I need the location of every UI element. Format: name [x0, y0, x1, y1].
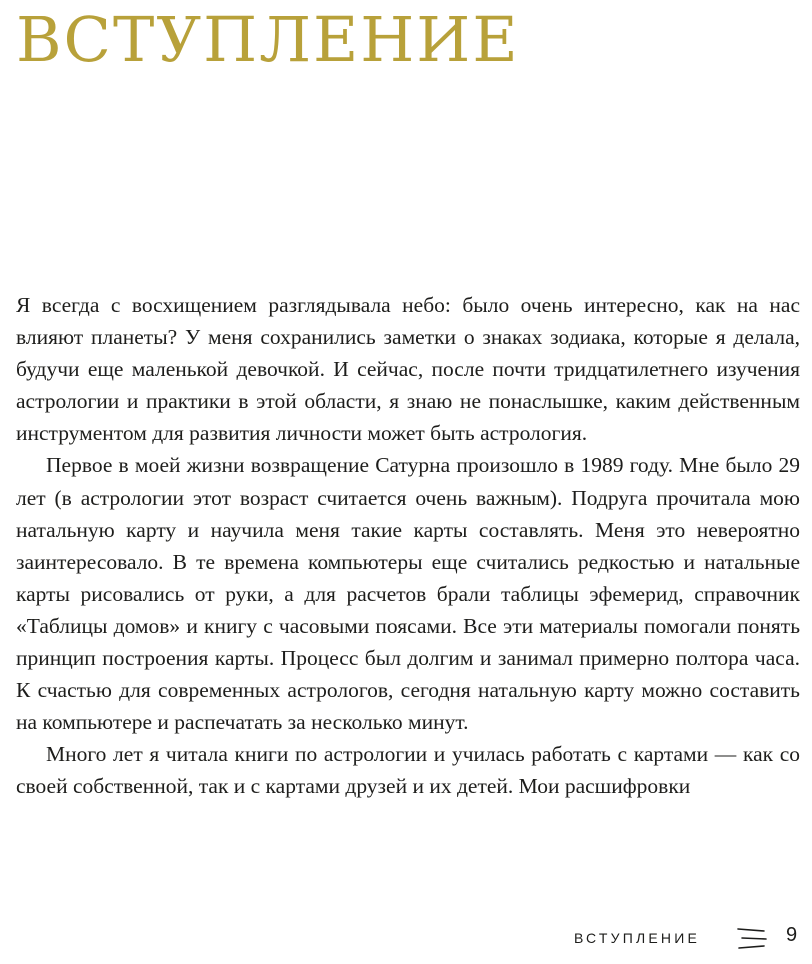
paragraph-2: Первое в моей жизни возвращение Сатурна произошло в 1989 году. Мне было 29 лет (в астрологии этот возраст считается очень важным). Подруга прочитала мою натальную карту и научила меня такие карты составлять. Меня это невероятно заинтересовало. В те времена компьютеры еще считались редкостью и натальные карты рисовались от руки, а для расчетов брали таблицы эфемерид, справочник «Таблицы домов» и книгу с часовыми поясами. Все эти материалы помогали понять принцип построения карты. Процесс был долгим и занимал примерно полтора часа. К счастью для современных астрологов, сегодня натальную карту можно составить на компьютере и распечатать за несколько минут.	[16, 453, 800, 735]
page-footer	[0, 920, 812, 960]
body-text	[16, 289, 800, 803]
paragraph-1: Я всегда с восхищением разглядывала небо: было очень интересно, как на нас влияют планеты? У меня сохранились заметки о знаках зодиака, которые я делала, будучи еще маленькой девочкой. И сейчас, после почти тридцатилетнего изучения астрологии и практики в этой области, я знаю не понаслышке, каким действенным инструментом для развития личности может быть астрология.	[16, 293, 800, 446]
page-title: ВСТУПЛЕНИЕ	[16, 3, 520, 76]
stacked-lines-icon	[736, 925, 768, 953]
running-head: ВСТУПЛЕНИЕ	[573, 930, 700, 946]
page-number: 9	[786, 924, 798, 946]
paragraph-3: Много лет я читала книги по астрологии и училась работать с картами — как со своей собственной, так и с картами друзей и их детей. Мои расшифровки	[16, 742, 800, 799]
